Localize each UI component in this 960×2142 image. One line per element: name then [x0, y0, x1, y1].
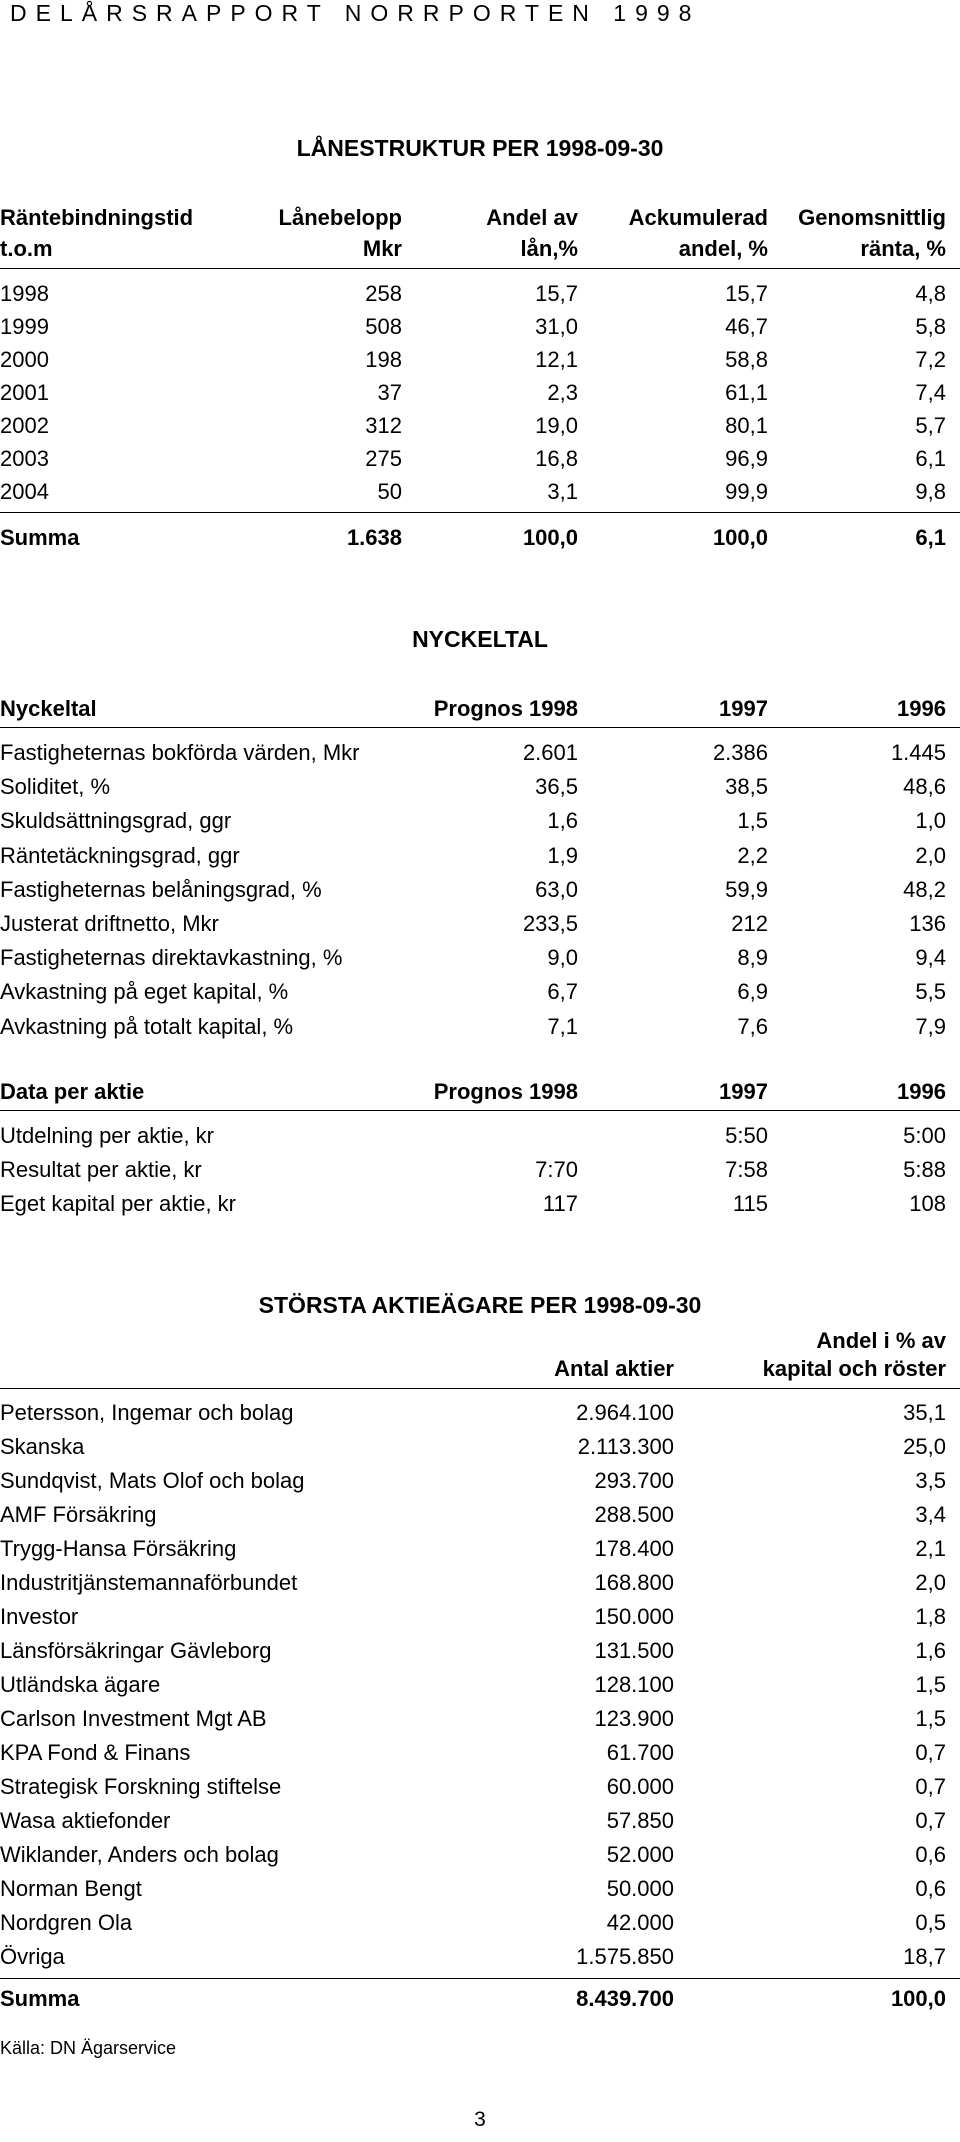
owner-row-4-cell-0: Trygg-Hansa Försäkring: [0, 1536, 237, 1561]
loan-col-header-0: Räntebindningstid: [0, 205, 194, 230]
key-row-1-cell-2: 38,5: [725, 774, 768, 800]
share-row-0-cell-2: 5:50: [725, 1123, 768, 1148]
loan-row-0-cell-2: 15,7: [535, 281, 578, 306]
loan-row-2-cell-4: 7,2: [915, 347, 946, 372]
owner-row-11-cell-1: 60.000: [606, 1774, 674, 1799]
share-col-header-0: Data per aktie: [0, 1079, 145, 1104]
key-row-5-cell-0: Justerat driftnetto, Mkr: [0, 911, 219, 936]
key-row-7-cell-3: 5,5: [915, 979, 946, 1005]
loan-row-4-cell-2: 19,0: [535, 413, 578, 438]
key-row-4-cell-3: 48,2: [903, 876, 946, 902]
loan-row-2-cell-1: 198: [365, 347, 402, 372]
key-row-7-cell-1: 6,7: [547, 979, 578, 1005]
share-header-rule: [0, 1110, 960, 1111]
key-row-0-cell-0: Fastigheternas bokförda värden, Mkr: [0, 740, 360, 765]
share-row-2-cell-3: 108: [909, 1191, 946, 1216]
loan-row-4-cell-3: 80,1: [725, 413, 768, 438]
owner-row-8-cell-0: Utländska ägare: [0, 1672, 161, 1697]
loan-row-1-cell-2: 31,0: [535, 314, 578, 339]
owner-row-10-cell-1: 61.700: [606, 1740, 674, 1765]
owner-row-0-cell-1: 2.964.100: [576, 1400, 674, 1425]
owner-row-16-cell-2: 18,7: [903, 1944, 946, 1969]
owner-col-share-header-line1: Andel i % av: [816, 1328, 946, 1353]
owner-row-4-cell-2: 2,1: [915, 1536, 946, 1561]
owner-total-cell-0: Summa: [0, 1986, 80, 2011]
owner-header-rule: [0, 1388, 960, 1389]
key-row-2-cell-0: Skuldsättningsgrad, ggr: [0, 808, 232, 834]
owner-row-12-cell-1: 57.850: [606, 1808, 674, 1833]
owner-row-14-cell-1: 50.000: [606, 1876, 674, 1901]
owner-row-16-cell-1: 1.575.850: [576, 1944, 674, 1969]
owner-row-16-cell-0: Övriga: [0, 1944, 65, 1969]
owner-total-cell-1: 8.439.700: [576, 1986, 674, 2011]
owner-row-0-cell-2: 35,1: [903, 1400, 946, 1425]
key-row-7-cell-2: 6,9: [737, 979, 768, 1005]
share-col-header-3: 1996: [897, 1079, 946, 1104]
loan-row-3-cell-3: 61,1: [725, 380, 768, 405]
key-row-6-cell-0: Fastigheternas direktavkastning, %: [0, 945, 343, 971]
owner-row-2-cell-0: Sundqvist, Mats Olof och bolag: [0, 1468, 305, 1493]
owner-row-14-cell-0: Norman Bengt: [0, 1876, 142, 1901]
owner-row-15-cell-0: Nordgren Ola: [0, 1910, 133, 1935]
key-row-0-cell-3: 1.445: [890, 740, 946, 765]
owner-row-0-cell-0: Petersson, Ingemar och bolag: [0, 1400, 294, 1425]
key-row-3-cell-2: 2,2: [737, 842, 768, 868]
owner-row-5-cell-1: 168.800: [594, 1570, 674, 1595]
page-number: 3: [474, 2108, 486, 2131]
loan-row-5-cell-4: 6,1: [915, 446, 946, 471]
key-figures-title: NYCKELTAL: [412, 626, 548, 652]
key-row-1-cell-0: Soliditet, %: [0, 774, 111, 800]
owner-row-13-cell-1: 52.000: [606, 1842, 674, 1867]
owner-row-3-cell-0: AMF Försäkring: [0, 1502, 157, 1527]
key-row-4-cell-0: Fastigheternas belåningsgrad, %: [0, 876, 322, 902]
shareholders-title: STÖRSTA AKTIEÄGARE PER 1998-09-30: [258, 1292, 702, 1318]
owner-row-1-cell-0: Skanska: [0, 1434, 85, 1459]
owner-row-7-cell-0: Länsförsäkringar Gävleborg: [0, 1638, 272, 1663]
owner-row-13-cell-0: Wiklander, Anders och bolag: [0, 1842, 279, 1867]
loan-row-5-cell-0: 2003: [0, 446, 49, 471]
share-row-1-cell-0: Resultat per aktie, kr: [0, 1157, 202, 1182]
loan-row-3-cell-4: 7,4: [915, 380, 946, 405]
owner-row-12-cell-2: 0,7: [915, 1808, 946, 1833]
key-row-6-cell-1: 9,0: [547, 945, 578, 971]
loan-row-5-cell-2: 16,8: [535, 446, 578, 471]
owner-row-8-cell-2: 1,5: [915, 1672, 946, 1697]
source-note: Källa: DN Ägarservice: [0, 2038, 177, 2058]
share-col-header-2: 1997: [719, 1079, 768, 1104]
key-row-8-cell-1: 7,1: [547, 1013, 578, 1039]
loan-row-6-cell-2: 3,1: [547, 479, 578, 504]
owner-row-6-cell-0: Investor: [0, 1604, 79, 1629]
loan-row-4-cell-0: 2002: [0, 413, 49, 438]
loan-total-cell-4: 6,1: [915, 525, 946, 550]
loan-col-header-3-unit: andel, %: [678, 236, 768, 261]
key-row-3-cell-3: 2,0: [915, 842, 946, 868]
document-header: DELÅRSRAPPORT NORRPORTEN 1998: [10, 0, 701, 26]
loan-row-2-cell-0: 2000: [0, 347, 49, 372]
owner-row-2-cell-2: 3,5: [915, 1468, 946, 1493]
loan-row-3-cell-1: 37: [377, 380, 402, 405]
key-row-8-cell-0: Avkastning på totalt kapital, %: [0, 1013, 294, 1039]
loan-col-header-0-unit: t.o.m: [0, 236, 53, 261]
key-row-5-cell-3: 136: [909, 911, 946, 936]
owner-row-8-cell-1: 128.100: [594, 1672, 674, 1697]
owner-row-4-cell-1: 178.400: [594, 1536, 674, 1561]
key-row-8-cell-3: 7,9: [915, 1013, 946, 1039]
key-row-8-cell-2: 7,6: [737, 1013, 768, 1039]
key-row-6-cell-2: 8,9: [737, 945, 768, 971]
owner-row-9-cell-1: 123.900: [594, 1706, 674, 1731]
loan-row-6-cell-4: 9,8: [915, 479, 946, 504]
owner-row-1-cell-1: 2.113.300: [577, 1434, 674, 1459]
owner-total-rule: [0, 1978, 960, 1979]
share-row-1-cell-3: 5:88: [903, 1157, 946, 1182]
loan-row-1-cell-1: 508: [365, 314, 402, 339]
loan-col-header-4: Genomsnittlig: [798, 205, 946, 230]
share-row-2-cell-0: Eget kapital per aktie, kr: [0, 1191, 237, 1216]
loan-col-header-3: Ackumulerad: [628, 205, 768, 230]
owner-row-15-cell-2: 0,5: [915, 1910, 946, 1935]
key-col-header-2: 1997: [719, 696, 768, 721]
key-row-4-cell-2: 59,9: [725, 876, 768, 902]
loan-row-1-cell-4: 5,8: [915, 314, 946, 339]
loan-structure-title: LÅNESTRUKTUR PER 1998-09-30: [296, 135, 664, 161]
owner-row-11-cell-2: 0,7: [915, 1774, 946, 1799]
loan-col-header-2-unit: lån,%: [520, 236, 578, 261]
owner-row-1-cell-2: 25,0: [903, 1434, 946, 1459]
key-row-4-cell-1: 63,0: [535, 876, 578, 902]
key-row-3-cell-1: 1,9: [547, 842, 578, 868]
loan-row-1-cell-0: 1999: [0, 314, 49, 339]
key-row-5-cell-2: 212: [731, 911, 768, 936]
loan-row-3-cell-2: 2,3: [547, 380, 578, 405]
key-row-7-cell-0: Avkastning på eget kapital, %: [0, 979, 289, 1005]
owner-row-9-cell-2: 1,5: [915, 1706, 946, 1731]
loan-row-5-cell-1: 275: [365, 446, 402, 471]
owner-row-5-cell-2: 2,0: [915, 1570, 946, 1595]
owner-row-10-cell-2: 0,7: [915, 1740, 946, 1765]
loan-row-2-cell-2: 12,1: [535, 347, 578, 372]
loan-col-header-1-unit: Mkr: [362, 236, 402, 261]
loan-total-cell-0: Summa: [0, 525, 80, 550]
loan-row-2-cell-3: 58,8: [725, 347, 768, 372]
share-row-0-cell-3: 5:00: [903, 1123, 946, 1148]
owner-row-6-cell-1: 150.000: [594, 1604, 674, 1629]
key-row-6-cell-3: 9,4: [915, 945, 946, 971]
key-row-0-cell-2: 2.386: [712, 740, 768, 765]
loan-col-header-4-unit: ränta, %: [860, 236, 946, 261]
owner-row-10-cell-0: KPA Fond & Finans: [0, 1740, 191, 1765]
owner-row-3-cell-1: 288.500: [594, 1502, 674, 1527]
loan-total-cell-1: 1.638: [346, 525, 402, 550]
owner-row-5-cell-0: Industritjänstemannaförbundet: [0, 1570, 298, 1595]
key-row-2-cell-1: 1,6: [547, 808, 578, 834]
loan-row-0-cell-1: 258: [365, 281, 402, 306]
loan-col-header-2: Andel av: [486, 205, 578, 230]
loan-row-4-cell-1: 312: [365, 413, 402, 438]
owner-row-3-cell-2: 3,4: [915, 1502, 946, 1527]
owner-col-share-header-line2: kapital och röster: [762, 1356, 946, 1381]
share-row-0-cell-0: Utdelning per aktie, kr: [0, 1123, 214, 1148]
key-row-1-cell-3: 48,6: [903, 774, 946, 800]
share-row-2-cell-2: 115: [732, 1191, 768, 1216]
loan-row-5-cell-3: 96,9: [725, 446, 768, 471]
key-header-rule: [0, 727, 960, 728]
owner-row-13-cell-2: 0,6: [915, 1842, 946, 1867]
share-row-1-cell-2: 7:58: [725, 1157, 768, 1182]
loan-row-0-cell-4: 4,8: [915, 281, 946, 306]
owner-total-cell-2: 100,0: [890, 1986, 946, 2011]
owner-col-shares-header: Antal aktier: [554, 1356, 674, 1381]
loan-row-0-cell-0: 1998: [0, 281, 49, 306]
share-col-header-1: Prognos 1998: [433, 1079, 578, 1104]
loan-row-4-cell-4: 5,7: [915, 413, 946, 438]
key-row-2-cell-2: 1,5: [737, 808, 768, 834]
key-row-5-cell-1: 233,5: [522, 911, 578, 936]
loan-row-6-cell-0: 2004: [0, 479, 49, 504]
key-row-3-cell-0: Räntetäckningsgrad, ggr: [0, 842, 240, 868]
key-row-1-cell-1: 36,5: [535, 774, 578, 800]
key-row-0-cell-1: 2.601: [522, 740, 578, 765]
owner-row-2-cell-1: 293.700: [594, 1468, 674, 1493]
loan-col-header-1: Lånebelopp: [278, 205, 402, 230]
loan-row-3-cell-0: 2001: [0, 380, 49, 405]
key-col-header-0: Nyckeltal: [0, 696, 97, 721]
loan-row-0-cell-3: 15,7: [725, 281, 768, 306]
loan-row-1-cell-3: 46,7: [725, 314, 768, 339]
share-row-1-cell-1: 7:70: [535, 1157, 578, 1182]
loan-total-cell-3: 100,0: [712, 525, 768, 550]
owner-row-11-cell-0: Strategisk Forskning stiftelse: [0, 1774, 282, 1799]
owner-row-15-cell-1: 42.000: [606, 1910, 674, 1935]
owner-row-9-cell-0: Carlson Investment Mgt AB: [0, 1706, 267, 1731]
owner-row-7-cell-2: 1,6: [915, 1638, 946, 1663]
owner-row-6-cell-2: 1,8: [915, 1604, 946, 1629]
owner-row-14-cell-2: 0,6: [915, 1876, 946, 1901]
key-col-header-1: Prognos 1998: [433, 696, 578, 721]
loan-header-rule: [0, 268, 960, 269]
loan-row-6-cell-1: 50: [377, 479, 402, 504]
share-row-2-cell-1: 117: [542, 1191, 578, 1216]
key-row-2-cell-3: 1,0: [915, 808, 946, 834]
key-col-header-3: 1996: [897, 696, 946, 721]
owner-row-7-cell-1: 131.500: [594, 1638, 674, 1663]
loan-row-6-cell-3: 99,9: [725, 479, 768, 504]
loan-total-rule: [0, 512, 960, 513]
owner-row-12-cell-0: Wasa aktiefonder: [0, 1808, 171, 1833]
loan-total-cell-2: 100,0: [522, 525, 578, 550]
